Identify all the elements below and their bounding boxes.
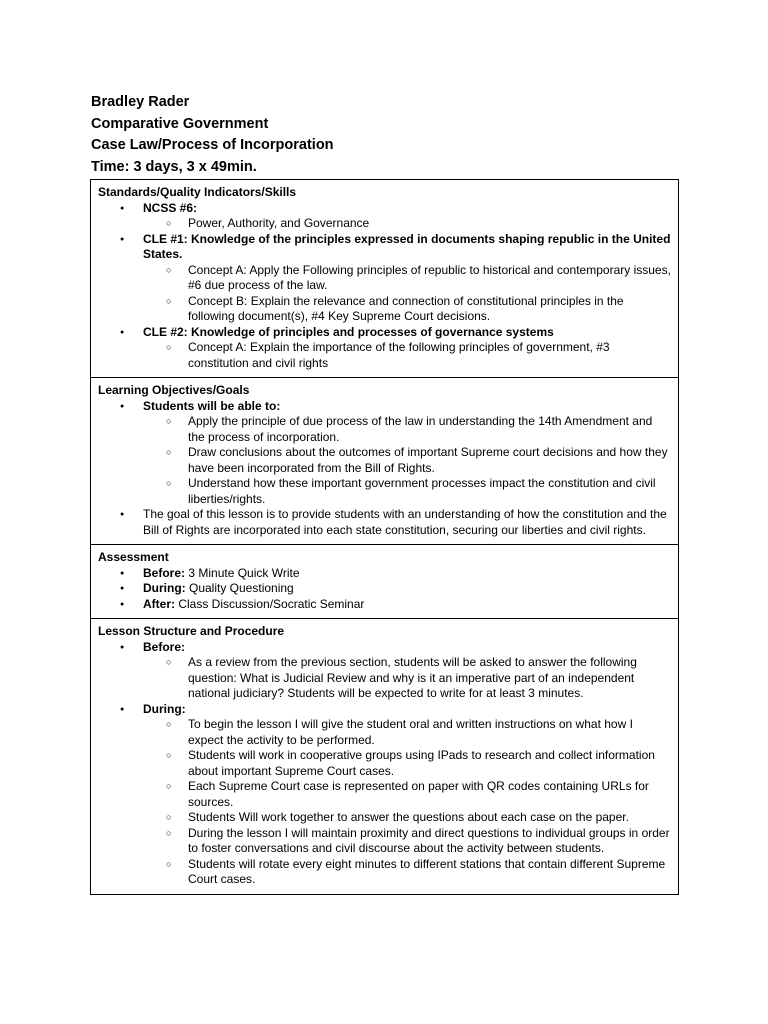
before-label: Before:: [143, 639, 186, 654]
swbat-label: Students will be able to:: [143, 398, 281, 413]
before-value: 3 Minute Quick Write: [185, 565, 300, 580]
sub-list-item: ○ Students will rotate every eight minutes to different stations that contain different Supreme Court cases.: [143, 857, 671, 888]
list-item: [98, 640, 671, 702]
author-name: Bradley Rader: [91, 94, 190, 110]
section-title: Standards/Quality Indicators/Skills: [98, 185, 297, 199]
list-item: [98, 399, 671, 508]
section-title: Assessment: [98, 550, 169, 564]
during-value: Quality Questioning: [185, 581, 294, 595]
list-item: ● The goal of this lesson is to provide students with an understanding of how the constitution and the Bill of Rights are incorporated into each state constitution, securing our liberties and civil rights.: [98, 507, 671, 538]
sub-list-item: ○ Concept A: Apply the Following principles of republic to historical and contemporary issues, #6 due process of the law.: [143, 263, 671, 294]
list-item: [98, 597, 671, 613]
after-label: After:: [143, 596, 175, 611]
sub-list-item: ○ Students will work in cooperative groups using IPads to research and collect information about important Supreme Court cases.: [143, 748, 671, 779]
section-title: Lesson Structure and Procedure: [98, 624, 285, 638]
sub-list-item: ○ Each Supreme Court case is represented on paper with QR codes containing URLs for sources.: [143, 779, 671, 810]
document-header: [91, 92, 334, 178]
before-label: Before:: [143, 565, 186, 580]
standards-section: [91, 180, 679, 378]
list-item: [98, 581, 671, 597]
procedure-section: [91, 619, 679, 895]
lesson-time: Time: 3 days, 3 x 49min.: [91, 158, 257, 175]
after-value: Class Discussion/Socratic Seminar: [175, 596, 365, 611]
list-item: [98, 232, 671, 325]
sub-list-item: ○ Concept A: Explain the importance of the following principles of government, #3 constitution and civil rights: [143, 340, 671, 371]
objectives-section: [91, 378, 679, 545]
sub-list-item: ○ During the lesson I will maintain proximity and direct questions to individual groups in order to foster conversations and civil discourse about the activity between students.: [143, 826, 671, 857]
list-item: [98, 325, 671, 372]
sub-list-item: ○ To begin the lesson I will give the student oral and written instructions on what how I expect the activity to be performed.: [143, 717, 671, 748]
list-item: [98, 702, 671, 888]
section-title: Learning Objectives/Goals: [98, 383, 250, 397]
sub-list-item: ○ Students Will work together to answer the questions about each case on the paper.: [143, 810, 671, 826]
sub-list-item: ○ Understand how these important government processes impact the constitution and civil liberties/rights.: [143, 476, 671, 507]
sub-list-item: ○ Power, Authority, and Governance: [143, 216, 671, 232]
list-item: [98, 201, 671, 232]
list-item: [98, 566, 671, 582]
cle1-label: CLE #1: Knowledge of the principles expressed in documents shaping republic in the United States.: [143, 231, 671, 261]
during-label: During:: [143, 581, 186, 595]
ncss-label: NCSS #6:: [143, 200, 198, 215]
cle2-label: CLE #2: Knowledge of principles and processes of governance systems: [143, 324, 554, 339]
lesson-plan-table: [90, 179, 679, 895]
during-label: During:: [143, 701, 186, 716]
lesson-topic: Case Law/Process of Incorporation: [91, 137, 334, 153]
sub-list-item: ○ Draw conclusions about the outcomes of important Supreme court decisions and how they have been incorporated from the Bill of Rights.: [143, 445, 671, 476]
sub-list-item: ○ As a review from the previous section, students will be asked to answer the following question: What is Judicial Review and why is it an imperative part of an independent national judiciary? Students will be expected to write for at least 3 minutes.: [143, 655, 671, 702]
assessment-section: [91, 545, 679, 619]
sub-list-item: ○ Concept B: Explain the relevance and connection of constitutional principles in the following document(s), #4 Key Supreme Court decisions.: [143, 294, 671, 325]
sub-list-item: ○ Apply the principle of due process of the law in understanding the 14th Amendment and the process of incorporation.: [143, 414, 671, 445]
course-name: Comparative Government: [91, 115, 269, 132]
